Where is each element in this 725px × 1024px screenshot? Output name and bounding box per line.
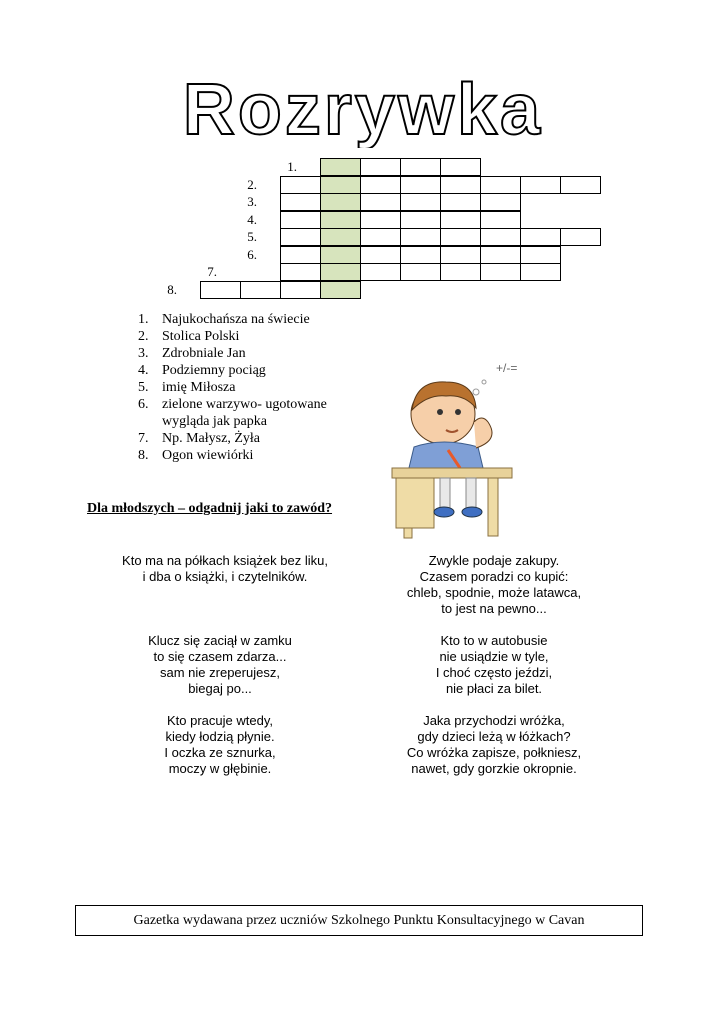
crossword-cell[interactable] [360,176,401,194]
crossword-cell[interactable] [480,176,521,194]
poem-line: Kto pracuje wtedy, [167,713,273,728]
riddle-poem [374,713,614,777]
clue-number: 7. [138,431,149,446]
crossword-cell[interactable] [280,176,321,194]
crossword-row-number: 8. [167,282,177,297]
crossword-cell[interactable] [400,176,441,194]
crossword-cell[interactable] [280,246,321,264]
crossword-row-number: 7. [207,264,217,279]
crossword-cell[interactable] [440,158,481,176]
poem-line: sam nie zreperujesz, [160,665,280,680]
clue-item [138,345,362,362]
crossword-cell[interactable] [480,246,521,264]
clue-item [138,379,362,396]
crossword-cell[interactable] [360,211,401,229]
poem-line: nie płaci za bilet. [445,681,543,696]
clue-text: Stolica Polski [162,329,240,344]
crossword-cell[interactable] [440,228,481,246]
crossword-cell[interactable] [360,263,401,281]
crossword-cell[interactable] [400,228,441,246]
crossword-cell[interactable] [280,211,321,229]
crossword-cell[interactable] [480,193,521,211]
clue-number: 3. [138,346,149,361]
riddle-poem [374,633,614,697]
poem-line: to się czasem zdarza... [153,649,287,664]
poem-line: moczy w głębinie. [168,761,272,776]
poem-line: i dba o książki, i czytelników. [142,569,308,584]
poem-line: Klucz się zaciął w zamku [148,633,292,648]
poem-line: Jaka przychodzi wróżka, [423,713,565,728]
clue-text: Np. Małysz, Żyła [162,431,260,446]
crossword-cell[interactable] [360,228,401,246]
crossword-row-number: 1. [287,159,297,174]
clue-text: Ogon wiewiórki [162,448,254,463]
crossword-cell[interactable] [520,246,561,264]
crossword-cell[interactable] [440,263,481,281]
crossword-cell[interactable] [280,263,321,281]
crossword-cell[interactable] [400,158,441,176]
crossword-row-number: 5. [247,229,257,244]
clue-item [138,328,362,345]
crossword-key-cell[interactable] [320,193,361,211]
clue-number: 2. [138,329,149,344]
poem-line: Zwykle podaje zakupy. [428,553,560,568]
crossword-cell[interactable] [200,281,241,299]
clue-number: 6. [138,397,149,412]
poem-line: nawet, gdy gorzkie okropnie. [411,761,577,776]
crossword-cell[interactable] [520,228,561,246]
poem-line: Czasem poradzi co kupić: [419,569,569,584]
crossword-cell[interactable] [280,228,321,246]
crossword-cell[interactable] [400,193,441,211]
crossword-cell[interactable] [280,193,321,211]
clue-text: Podziemny pociąg [162,363,266,378]
poem-line: kiedy łodzią płynie. [165,729,275,744]
crossword-row-number: 2. [247,177,257,192]
clue-text: zielone warzywo- ugotowane wygląda jak papka [162,397,327,429]
poem-line: Co wróżka zapisze, połkniesz, [406,745,582,760]
section-subheading: Dla młodszych – odgadnij jaki to zawód? [87,501,333,516]
riddle-poem [374,553,614,617]
crossword-cell[interactable] [360,246,401,264]
crossword-cell[interactable] [400,263,441,281]
riddle-poem [110,633,330,697]
clue-item [138,396,362,430]
crossword-key-cell[interactable] [320,158,361,176]
poem-line: I choć często jeździ, [435,665,553,680]
crossword-cell[interactable] [520,176,561,194]
poem-line: chleb, spodnie, może latawca, [406,585,582,600]
crossword-cell[interactable] [440,193,481,211]
crossword-cell[interactable] [360,158,401,176]
crossword-row-number: 6. [247,247,257,262]
clue-item [138,430,362,447]
crossword-cell[interactable] [480,211,521,229]
thought-bubble-text: +/-= [496,361,518,375]
page-title-text: Rozrywka [182,70,543,148]
clue-number: 8. [138,448,149,463]
riddle-poem [110,713,330,777]
crossword-cell[interactable] [240,281,281,299]
clue-number: 4. [138,363,149,378]
clue-text: imię Miłosza [162,380,236,395]
clue-text: Zdrobniale Jan [162,346,246,361]
clue-item [138,447,362,464]
crossword-cell[interactable] [560,228,601,246]
crossword-key-cell[interactable] [320,211,361,229]
crossword-cell[interactable] [440,176,481,194]
clue-list [138,311,362,464]
poem-line: Kto ma na półkach książek bez liku, [122,553,328,568]
crossword-cell[interactable] [440,211,481,229]
page-title [0,70,725,148]
thinking-boy-illustration [388,352,558,547]
crossword-key-cell[interactable] [320,176,361,194]
crossword-cell[interactable] [400,211,441,229]
crossword-row-number: 3. [247,194,257,209]
clue-text: Najukochańsza na świecie [162,312,310,327]
poem-line: nie usiądzie w tyle, [439,649,549,664]
clue-number: 5. [138,380,149,395]
crossword-key-cell[interactable] [320,281,361,299]
crossword-key-cell[interactable] [320,246,361,264]
poem-line: Kto to w autobusie [440,633,548,648]
crossword-cell[interactable] [400,246,441,264]
poem-line: to jest na pewno... [441,601,547,616]
crossword-key-cell[interactable] [320,228,361,246]
crossword-cell[interactable] [440,246,481,264]
crossword-cell[interactable] [360,193,401,211]
crossword-cell[interactable] [480,263,521,281]
footer-text: Gazetka wydawana przez uczniów Szkolnego Punktu Konsultacyjnego w Cavan [133,913,585,928]
crossword-cell[interactable] [280,281,321,299]
poem-line: biegaj po... [188,681,252,696]
crossword-row-number: 4. [247,212,257,227]
crossword-cell[interactable] [480,228,521,246]
crossword-cell[interactable] [560,176,601,194]
clue-item [138,311,362,328]
clue-number: 1. [138,312,149,327]
crossword-cell[interactable] [520,263,561,281]
poem-line: I oczka ze sznurka, [164,745,276,760]
clue-item [138,362,362,379]
riddle-poem [90,553,360,585]
footer-box [75,905,643,936]
crossword-key-cell[interactable] [320,263,361,281]
poem-line: gdy dzieci leżą w łóżkach? [417,729,571,744]
